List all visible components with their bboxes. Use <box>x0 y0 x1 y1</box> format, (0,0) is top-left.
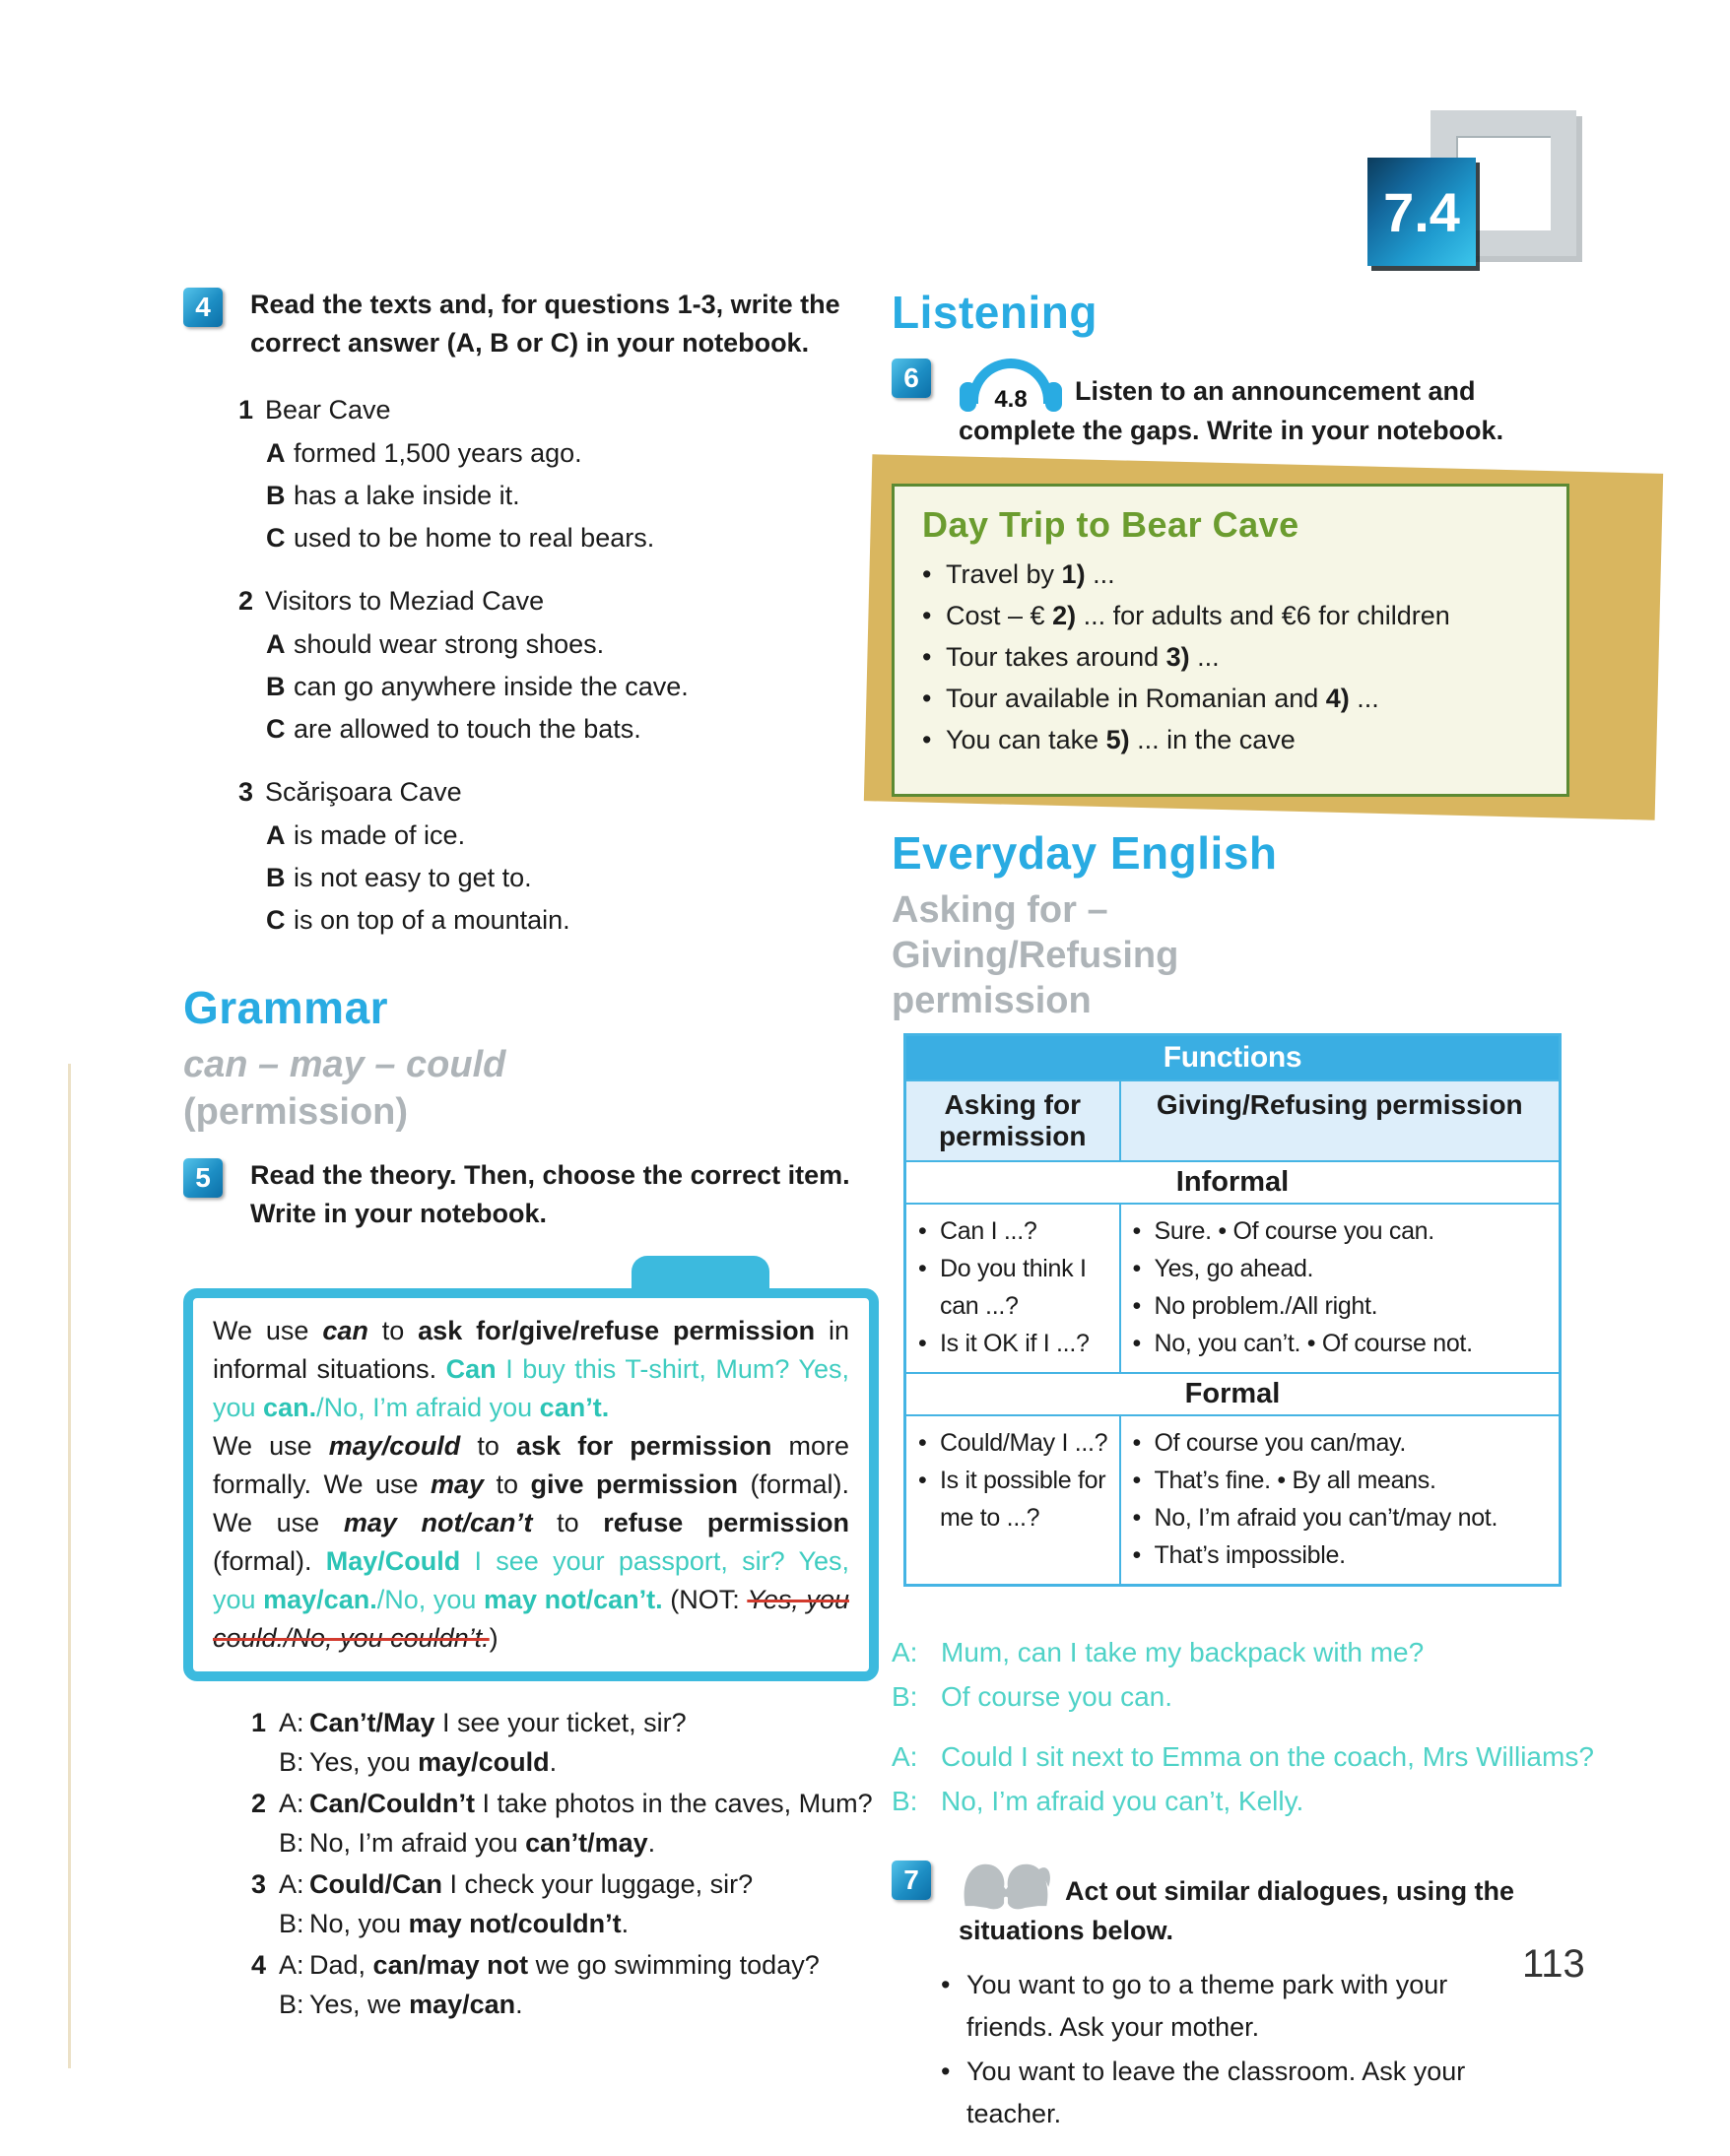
question-title: Bear Cave <box>265 395 391 425</box>
exercise-7-instruction: Act out similar dialogues, using the situations below. <box>959 1876 1515 1945</box>
question-number: 3 <box>238 777 254 807</box>
unit-badge <box>1367 158 1476 266</box>
option-label: C <box>266 905 286 935</box>
formal-row-label: Formal <box>905 1373 1561 1415</box>
column-giving-refusing: Giving/Refusing permission <box>1120 1080 1561 1161</box>
question-2 <box>183 579 879 751</box>
speaker-b-label: B: <box>279 1747 304 1777</box>
grammar-subheading <box>183 1042 879 1135</box>
exercise-7 <box>892 1859 1616 1950</box>
column-asking-permission: Asking for permission <box>905 1080 1120 1161</box>
item-number: 3 <box>251 1869 267 1899</box>
right-column <box>892 286 1616 2137</box>
day-trip-title: Day Trip to Bear Cave <box>922 504 1299 545</box>
speaker-b-label: B: <box>279 1909 304 1938</box>
item-3 <box>183 1864 879 1943</box>
theory-box <box>183 1288 879 1681</box>
page-number: 113 <box>1522 1942 1585 1986</box>
phrase: • Of course you can/may. <box>1131 1424 1552 1462</box>
speaker-b-label: B: <box>279 1828 304 1858</box>
grammar-heading: Grammar <box>183 982 389 1033</box>
option-label: A <box>266 438 286 468</box>
item-1 <box>183 1703 879 1782</box>
exercise-4-instruction: Read the texts and, for questions 1-3, write the correct answer (A, B or C) in your notebook. <box>250 290 840 358</box>
option-label: B <box>266 672 286 701</box>
day-trip-bullet-4: • Tour available in Romanian and 4) ... <box>922 678 1541 719</box>
question-list <box>183 388 879 942</box>
dialogue-b-text: Of course you can. <box>941 1681 1173 1712</box>
exercise-5 <box>183 1156 879 1233</box>
option-text: is on top of a mountain. <box>294 905 570 935</box>
option-c <box>183 708 879 751</box>
dialogue-a-text: Mum, can I take my backpack with me? <box>941 1637 1425 1667</box>
option-text: is not easy to get to. <box>294 863 532 892</box>
option-text: can go anywhere inside the cave. <box>294 672 689 701</box>
headphones-icon <box>959 357 1063 412</box>
day-trip-bullet-2: • Cost – € 2) ... for adults and €6 for children <box>922 595 1541 636</box>
day-trip-bullet-1: • Travel by 1) ... <box>922 554 1541 595</box>
model-dialogues <box>892 1630 1616 1823</box>
item-2 <box>183 1784 879 1862</box>
functions-table <box>903 1033 1562 1587</box>
dialogue-1 <box>892 1630 1616 1719</box>
phrase: • Is it possible for me to ...? <box>916 1462 1111 1536</box>
item-number: 1 <box>251 1708 267 1737</box>
exercise-4-badge: 4 <box>183 288 223 327</box>
option-text: should wear strong shoes. <box>294 629 605 659</box>
speaker-b-label: B: <box>892 1681 918 1712</box>
question-number: 2 <box>238 586 254 616</box>
phrase: • Yes, go ahead. <box>1131 1250 1552 1287</box>
option-label: C <box>266 714 286 744</box>
unit-number: 7.4 <box>1383 180 1460 243</box>
situation-bullets <box>892 1964 1616 2135</box>
option-b <box>183 475 879 517</box>
grammar-subheading-terms: can – may – could <box>183 1044 506 1085</box>
option-a <box>183 815 879 857</box>
dialogue-b-text: No, I’m afraid you can’t, Kelly. <box>941 1786 1304 1816</box>
listening-heading: Listening <box>892 287 1098 338</box>
formal-giving-cell <box>1120 1415 1561 1586</box>
item-number: 2 <box>251 1789 267 1818</box>
theory-paragraph-1: We use can to ask for/give/refuse permission in informal situations. Can I buy this T-shirt, Mum? Yes, you can./No, I’m afraid you can’t. <box>213 1316 849 1422</box>
speaker-b-line: No, I’m afraid you can’t/may. <box>309 1828 656 1858</box>
situation-1: • You want to go to a theme park with your friends. Ask your mother. <box>941 1964 1493 2049</box>
dialogue-2 <box>892 1734 1616 1823</box>
exercise-6 <box>892 357 1616 450</box>
phrase: • No problem./All right. <box>1131 1287 1552 1325</box>
phrase: • No, I’m afraid you can’t/may not. <box>1131 1499 1552 1536</box>
exercise-7-badge: 7 <box>892 1861 931 1900</box>
option-c <box>183 517 879 559</box>
option-text: used to be home to real bears. <box>294 523 655 553</box>
option-a <box>183 432 879 475</box>
phrase: • That’s impossible. <box>1131 1536 1552 1574</box>
option-b <box>183 857 879 899</box>
theory-box-wrap <box>183 1288 879 1681</box>
speaker-a-line: Can/Couldn’t I take photos in the caves, Mum? <box>309 1789 873 1818</box>
left-column <box>183 286 879 2026</box>
option-text: is made of ice. <box>294 820 466 850</box>
option-label: A <box>266 629 286 659</box>
day-trip-bullet-5: • You can take 5) ... in the cave <box>922 719 1541 760</box>
speaker-a-line: Dad, can/may not we go swimming today? <box>309 1950 820 1980</box>
speaker-a-label: A: <box>892 1637 918 1667</box>
table-header: Functions <box>905 1035 1561 1081</box>
question-1 <box>183 388 879 559</box>
everyday-english-heading: Everyday English <box>892 827 1278 879</box>
situation-2: • You want to leave the classroom. Ask your teacher. <box>941 2051 1493 2135</box>
phrase: • Sure. • Of course you can. <box>1131 1212 1552 1250</box>
everyday-english-subheading: Asking for – Giving/Refusing permission <box>892 889 1179 1021</box>
option-label: B <box>266 863 286 892</box>
option-b <box>183 666 879 708</box>
day-trip-bullet-3: • Tour takes around 3) ... <box>922 636 1541 678</box>
informal-giving-cell <box>1120 1204 1561 1373</box>
speaker-a-label: A: <box>279 1789 304 1818</box>
phrase: • Could/May I ...? <box>916 1424 1111 1462</box>
phrase: • Is it OK if I ...? <box>916 1325 1111 1362</box>
question-title: Scărişoara Cave <box>265 777 462 807</box>
audio-track-number: 4.8 <box>994 386 1028 413</box>
speaker-a-label: A: <box>279 1708 304 1737</box>
speaker-a-line: Could/Can I check your luggage, sir? <box>309 1869 754 1899</box>
exercise-5-items <box>183 1703 879 2024</box>
option-text: formed 1,500 years ago. <box>294 438 582 468</box>
grammar-subheading-rest: (permission) <box>183 1091 409 1133</box>
speaker-a-line: Can’t/May I see your ticket, sir? <box>309 1708 687 1737</box>
formal-asking-cell <box>905 1415 1120 1586</box>
exercise-5-badge: 5 <box>183 1158 223 1198</box>
speaker-b-line: Yes, we may/can. <box>309 1990 523 2019</box>
informal-row-label: Informal <box>905 1161 1561 1204</box>
speaking-pair-icon <box>959 1859 1053 1912</box>
informal-asking-cell <box>905 1204 1120 1373</box>
exercise-6-instruction: Listen to an announcement and complete the gaps. Write in your notebook. <box>959 376 1504 445</box>
option-label: A <box>266 820 286 850</box>
option-a <box>183 623 879 666</box>
speaker-a-label: A: <box>279 1869 304 1899</box>
option-label: C <box>266 523 286 553</box>
option-c <box>183 899 879 942</box>
speaker-a-label: A: <box>279 1950 304 1980</box>
exercise-5-instruction: Read the theory. Then, choose the correct item. Write in your notebook. <box>250 1160 850 1228</box>
day-trip-box <box>892 484 1569 797</box>
item-4 <box>183 1945 879 2024</box>
page-edge-line <box>68 1064 71 2068</box>
day-trip-note <box>892 484 1616 797</box>
speaker-a-label: A: <box>892 1741 918 1772</box>
option-text: has a lake inside it. <box>294 481 520 510</box>
option-label: B <box>266 481 286 510</box>
phrase: • No, you can’t. • Of course not. <box>1131 1325 1552 1362</box>
item-number: 4 <box>251 1950 267 1980</box>
option-text: are allowed to touch the bats. <box>294 714 641 744</box>
speaker-b-line: Yes, you may/could. <box>309 1747 558 1777</box>
speaker-b-label: B: <box>279 1990 304 2019</box>
speaker-b-label: B: <box>892 1786 918 1816</box>
phrase: • That’s fine. • By all means. <box>1131 1462 1552 1499</box>
phrase: • Can I ...? <box>916 1212 1111 1250</box>
question-3 <box>183 770 879 942</box>
exercise-4 <box>183 286 879 362</box>
speaker-b-line: No, you may not/couldn’t. <box>309 1909 630 1938</box>
question-number: 1 <box>238 395 254 425</box>
dialogue-a-text: Could I sit next to Emma on the coach, Mrs Williams? <box>941 1741 1594 1772</box>
question-title: Visitors to Meziad Cave <box>265 586 545 616</box>
theory-paragraph-2: We use may/could to ask for permission more formally. We use may to give permission (formal). We use may not/can’t to refuse permission (formal). May/Could I see your passport, sir? Yes, you may/can./No, you may not/can’t. (NOT: Yes, you could./No, you couldn’t.) <box>213 1431 849 1653</box>
phrase: • Do you think I can ...? <box>916 1250 1111 1325</box>
exercise-6-badge: 6 <box>892 359 931 398</box>
